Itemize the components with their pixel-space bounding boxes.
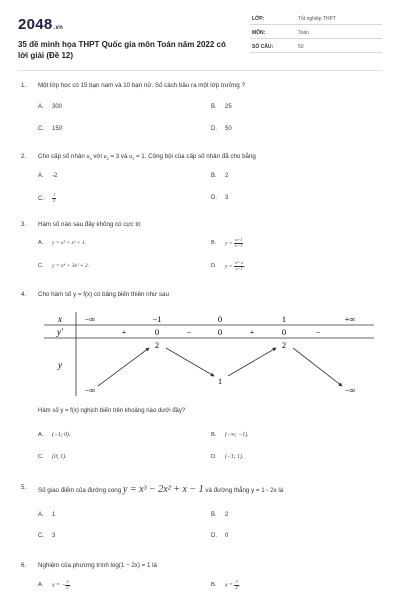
x-label: x — [58, 314, 62, 324]
x-value-zero: 0 — [217, 314, 223, 324]
option-3c[interactable]: C. y = x⁴ + 3x² + 2. — [38, 263, 90, 269]
arrow-decrease-2 — [293, 348, 342, 386]
option-2b[interactable]: B. 2 — [211, 173, 229, 179]
question-4 — [18, 291, 382, 301]
option-1c[interactable]: C. 150 — [38, 126, 63, 132]
yp-label: y′ — [57, 327, 63, 337]
y-value-end: −∞ — [344, 385, 356, 395]
document-title: 35 đề minh họa THPT Quốc gia môn Toán năm 2022 có lời giải (Đề 12) — [18, 40, 226, 60]
option-1d[interactable]: D. 50 — [211, 126, 232, 132]
meta-row-count: SỐ CÂU: 50 — [250, 42, 382, 53]
question-text: Hàm số nào sau đây không có cực trị — [38, 221, 141, 228]
question-text: Cho cấp số nhân $u_n$ với $u_2 = 3$ và $u_3 = 1$. Công bội của cấp số nhân đã cho bằng — [38, 153, 256, 162]
sign-4: 0 — [217, 327, 223, 337]
question-6 — [18, 562, 382, 572]
y-value-max-1: 2 — [154, 340, 160, 350]
option-2a[interactable]: A. -2 — [38, 173, 58, 179]
option-1a[interactable]: A. 300 — [38, 104, 63, 110]
arrow-increase-2 — [228, 348, 276, 376]
x-value-pos-inf: +∞ — [344, 314, 356, 324]
option-5b[interactable]: B. 2 — [211, 512, 229, 518]
option-3a[interactable]: A. y = x³ + x² + 1. — [38, 240, 87, 246]
arrow-increase-1 — [98, 348, 149, 386]
y-value-min: 1 — [217, 376, 223, 386]
option-5d[interactable]: D. 0 — [211, 533, 229, 539]
question-number: 2. — [21, 153, 27, 160]
option-6a[interactable]: A. x = − $\frac{3}{2}$ . — [38, 579, 71, 590]
option-6b[interactable]: B. x = $\frac{3}{2}$ . — [211, 579, 241, 590]
y-value-max-2: 2 — [281, 340, 287, 350]
question-text: Nghiệm của phương trình log(1 − 2x) = 1 là — [38, 562, 157, 569]
question-5 — [18, 484, 382, 496]
question-number: 5. — [21, 484, 27, 491]
sign-6: 0 — [281, 327, 287, 337]
question-text: Một lớp học có 15 bạn nam và 10 bạn nữ. Số cách bầu ra một lớp trưởng ? — [38, 82, 245, 89]
site-logo[interactable]: 2048.vn — [18, 16, 64, 33]
question-number: 3. — [21, 221, 27, 228]
x-value-neg-inf: −∞ — [84, 314, 96, 324]
option-5a[interactable]: A. 1 — [38, 512, 56, 518]
question-text: Số giao điểm của đường cong y = x³ − 2x² + x − 1 và đường thẳng y = 1 - 2x là — [38, 484, 284, 495]
sign-7: − — [315, 327, 321, 337]
option-2c[interactable]: C. $\frac{1}{2}$ — [38, 192, 56, 203]
meta-row-class: LỚP: Tốt nghiệp THPT — [250, 14, 382, 25]
meta-row-subject: MÔN: Toán — [250, 28, 382, 39]
header-divider — [18, 70, 382, 71]
option-3b[interactable]: B. y = $\frac{x+1}{x-1}$ — [211, 237, 243, 248]
question-number: 6. — [21, 562, 27, 569]
question-3 — [18, 221, 382, 231]
y-label: y — [58, 360, 62, 370]
option-5c[interactable]: C. 3 — [38, 533, 56, 539]
arrow-decrease-1 — [166, 348, 214, 376]
question-number: 4. — [21, 291, 27, 298]
question-4-subtext: Hàm số y = f(x) nghịch biến trên khoảng nào dưới đây? — [38, 408, 186, 414]
option-4d[interactable]: D. (−1; 1). — [211, 454, 244, 460]
option-2d[interactable]: D. 3 — [211, 195, 229, 201]
x-value-one: 1 — [281, 314, 287, 324]
sign-3: − — [186, 327, 192, 337]
question-number: 1. — [21, 82, 27, 89]
option-3d[interactable]: D. y = $\frac{\text{x²−x}}{x-1}$ . — [211, 260, 246, 271]
variation-table — [44, 312, 374, 396]
sign-2: 0 — [154, 327, 160, 337]
question-2 — [18, 153, 382, 163]
option-4b[interactable]: B. (−∞; −1). — [211, 432, 249, 438]
option-4c[interactable]: C. (0; 1). — [38, 454, 67, 460]
option-4a[interactable]: A. (−1; 0). — [38, 432, 71, 438]
curve-formula: y = x³ − 2x² + x − 1 — [122, 484, 204, 495]
sign-5: + — [249, 327, 255, 337]
option-1b[interactable]: B. 25 — [211, 104, 232, 110]
x-value-neg-one: −1 — [152, 314, 162, 324]
y-value-start: −∞ — [84, 385, 96, 395]
question-1 — [18, 82, 382, 142]
sign-1: + — [121, 327, 127, 337]
question-text: Cho hàm số y = f(x) có bảng biến thiên như sau — [38, 291, 169, 298]
